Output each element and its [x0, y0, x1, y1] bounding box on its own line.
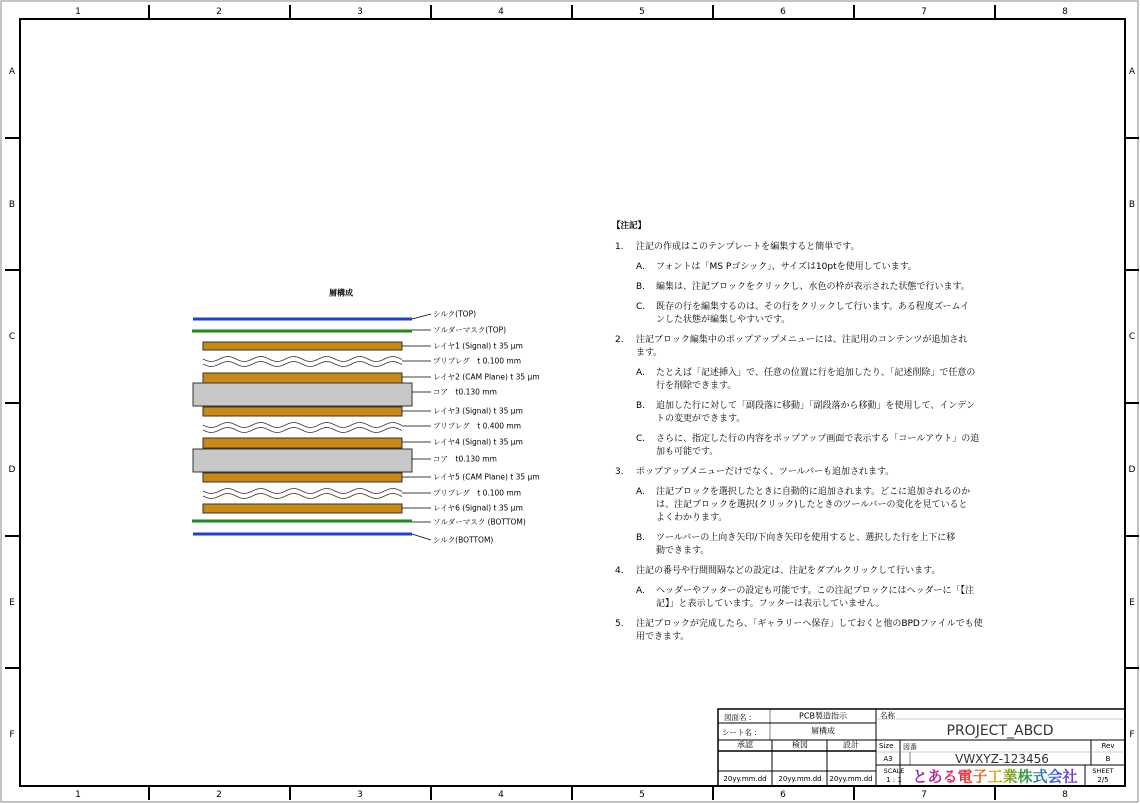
notes-heading: 【注記】 [612, 221, 647, 231]
design-date: 20yy.mm.dd [829, 775, 873, 783]
stackup-label: レイヤ4 (Signal) t 35 μm [433, 437, 523, 447]
row-label-left: D [8, 465, 16, 475]
project-name: PROJECT_ABCD [946, 723, 1054, 739]
note-text: 注記ブロック編集中のポップアップメニューには、注記用のコンテンツが追加され [636, 335, 968, 345]
core-2 [193, 449, 412, 472]
column-label-bottom: 2 [216, 790, 222, 800]
row-label-left: E [9, 598, 15, 608]
note-text: ポップアップメニューだけでなく、ツールバーも追加されます。 [636, 467, 895, 477]
stackup-label: ソルダーマスク(TOP) [433, 325, 507, 335]
note-number: 3. [615, 467, 624, 477]
copper-layer-4 [203, 438, 402, 448]
note-number: 4. [615, 566, 624, 576]
stackup-label: レイヤ5 (CAM Plane) t 35 μm [433, 472, 540, 482]
column-label-bottom: 4 [498, 790, 504, 800]
note-sub-text: ツールバーの上向き矢印/下向き矢印を使用すると、選択した行を上下に移 [656, 533, 956, 543]
note-sub-letter: A. [636, 487, 645, 497]
column-label-top: 6 [780, 7, 786, 17]
note-sub-letter: C. [636, 302, 646, 312]
prepreg-1-lower [203, 362, 402, 367]
drawing-name: PCB製造指示 [799, 711, 847, 721]
note-sub-letter: B. [636, 282, 646, 292]
stackup-label: プリプレグ t 0.100 mm [433, 488, 522, 498]
note-number: 1. [615, 242, 624, 252]
note-sub-text: は、注記ブロックを選択(クリック)したときのツールバーの変化を見ていると [656, 500, 968, 510]
note-text: ます。 [636, 348, 663, 358]
note-sub-text: フォントは「MS Pゴシック」、サイズは10ptを使用しています。 [656, 262, 917, 272]
stackup-label: プリプレグ t 0.400 mm [433, 421, 522, 431]
copper-layer-6 [203, 504, 402, 513]
column-label-bottom: 7 [921, 790, 927, 800]
stackup-title: 層構成 [329, 288, 353, 298]
note-sub-letter: A. [636, 368, 645, 378]
column-label-top: 1 [75, 7, 81, 17]
column-label-top: 5 [639, 7, 645, 17]
prepreg-2-upper [203, 423, 402, 428]
size-label: Size [879, 742, 894, 750]
stackup-label: シルク(BOTTOM) [433, 535, 494, 545]
size-value: A3 [883, 755, 893, 763]
leader-line [412, 534, 431, 540]
row-label-right: C [1128, 332, 1136, 342]
note-sub-letter: B. [636, 533, 646, 543]
row-label-right: B [1128, 200, 1136, 210]
sheet-name: 層構成 [811, 726, 835, 736]
name-label: 名称 [880, 711, 895, 720]
sheet-number: 2/5 [1097, 776, 1109, 784]
sheet-label: SHEET [1092, 767, 1114, 775]
rev-value: B [1105, 755, 1111, 763]
company-logo: とある電子工業株式会社 [912, 767, 1078, 786]
stackup-label: レイヤ6 (Signal) t 35 μm [433, 503, 523, 513]
note-sub-text: ンした状態が編集しやすいです。 [656, 315, 791, 325]
note-sub-text: 行を削除できます。 [656, 381, 737, 391]
row-label-right: E [1129, 598, 1135, 608]
column-label-top: 2 [216, 7, 222, 17]
note-sub-text: 既存の行を編集するのは、その行をクリックして行います。ある程度ズームイ [656, 302, 970, 312]
leader-line [412, 314, 431, 319]
row-label-right: F [1129, 730, 1135, 740]
column-label-bottom: 3 [357, 790, 363, 800]
stackup-label: レイヤ1 (Signal) t 35 μm [433, 341, 523, 351]
row-label-right: A [1128, 67, 1136, 77]
prepreg-3-lower [203, 494, 402, 499]
note-text: 注記の番号や行間間隔などの設定は、注記をダブルクリックして行います。 [636, 566, 941, 576]
note-sub-text: 注記ブロックを選択したときに自動的に追加されます。どこに追加されるのか [656, 487, 971, 497]
design-label: 設計 [843, 740, 859, 750]
note-number: 5. [615, 619, 624, 629]
note-number: 2. [615, 335, 624, 345]
column-label-bottom: 6 [780, 790, 786, 800]
drawing-no-label: 図番 [903, 743, 917, 751]
note-sub-text: 動できます。 [656, 546, 710, 556]
stackup-label: レイヤ3 (Signal) t 35 μm [433, 406, 523, 416]
sheet-name-label: シート名 : [722, 728, 757, 737]
prepreg-2-lower [203, 428, 402, 433]
stackup-label: コア t0.130 mm [433, 387, 497, 397]
column-label-bottom: 5 [639, 790, 645, 800]
column-label-top: 7 [921, 7, 927, 17]
row-label-left: A [8, 67, 16, 77]
note-sub-text: たとえば「記述挿入」で、任意の位置に行を追加したり、「記述削除」で任意の [656, 368, 976, 378]
core-1 [193, 383, 412, 406]
stackup-label: コア t0.130 mm [433, 454, 497, 464]
drawing-number: VWXYZ-123456 [955, 752, 1049, 766]
approve-label: 承認 [737, 740, 753, 750]
prepreg-1-upper [203, 357, 402, 362]
column-label-top: 4 [498, 7, 504, 17]
note-text: 注記の作成はこのテンプレートを編集すると簡単です。 [636, 242, 860, 252]
check-label: 検図 [792, 740, 808, 750]
note-sub-text: 編集は、注記ブロックをクリックし、水色の枠が表示された状態で行います。 [656, 282, 970, 292]
row-label-left: B [8, 200, 16, 210]
stackup-label: シルク(TOP) [433, 309, 477, 319]
note-sub-text: 追加した行に対して「副段落に移動」「副段落から移動」を使用して、インデン [656, 401, 976, 411]
note-sub-text: さらに、指定した行の内容をポップアップ画面で表示する「コールアウト」の追 [656, 434, 980, 444]
note-text: 用できます。 [636, 632, 690, 642]
scale-label: SCALE [883, 767, 905, 775]
copper-layer-1 [203, 342, 402, 350]
copper-layer-2 [203, 373, 402, 383]
column-label-bottom: 1 [75, 790, 81, 800]
note-sub-letter: C. [636, 434, 646, 444]
drawing-name-label: 図面名 : [724, 713, 752, 722]
note-sub-text: ヘッダーやフッターの設定も可能です。この注記ブロックにはヘッダーに「【注 [656, 586, 974, 596]
note-sub-text: 記】」と表示しています。フッターは表示していません。 [656, 599, 885, 609]
note-sub-text: 加も可能です。 [656, 447, 719, 457]
prepreg-3-upper [203, 489, 402, 494]
note-sub-letter: A. [636, 586, 645, 596]
column-label-bottom: 8 [1062, 790, 1068, 800]
rev-label: Rev [1101, 742, 1115, 750]
scale-value: 1 : 1 [886, 776, 902, 784]
stackup-label: レイヤ2 (CAM Plane) t 35 μm [433, 372, 540, 382]
row-label-right: D [1128, 465, 1136, 475]
column-label-top: 8 [1062, 7, 1068, 17]
copper-layer-5 [203, 473, 402, 482]
check-date: 20yy.mm.dd [778, 775, 822, 783]
note-sub-letter: B. [636, 401, 646, 411]
copper-layer-3 [203, 407, 402, 416]
row-label-left: C [8, 332, 16, 342]
stackup-label: プリプレグ t 0.100 mm [433, 356, 522, 366]
column-label-top: 3 [357, 7, 363, 17]
row-label-left: F [9, 730, 15, 740]
note-text: 注記ブロックが完成したら、「ギャラリーへ保存」しておくと他のBPDファイルでも使 [636, 619, 983, 629]
stackup-label: ソルダーマスク (BOTTOM) [433, 517, 526, 527]
note-sub-text: よくわかります。 [656, 513, 728, 523]
approve-date: 20yy.mm.dd [723, 775, 767, 783]
note-sub-letter: A. [636, 262, 645, 272]
note-sub-text: トの変更ができます。 [656, 414, 746, 424]
